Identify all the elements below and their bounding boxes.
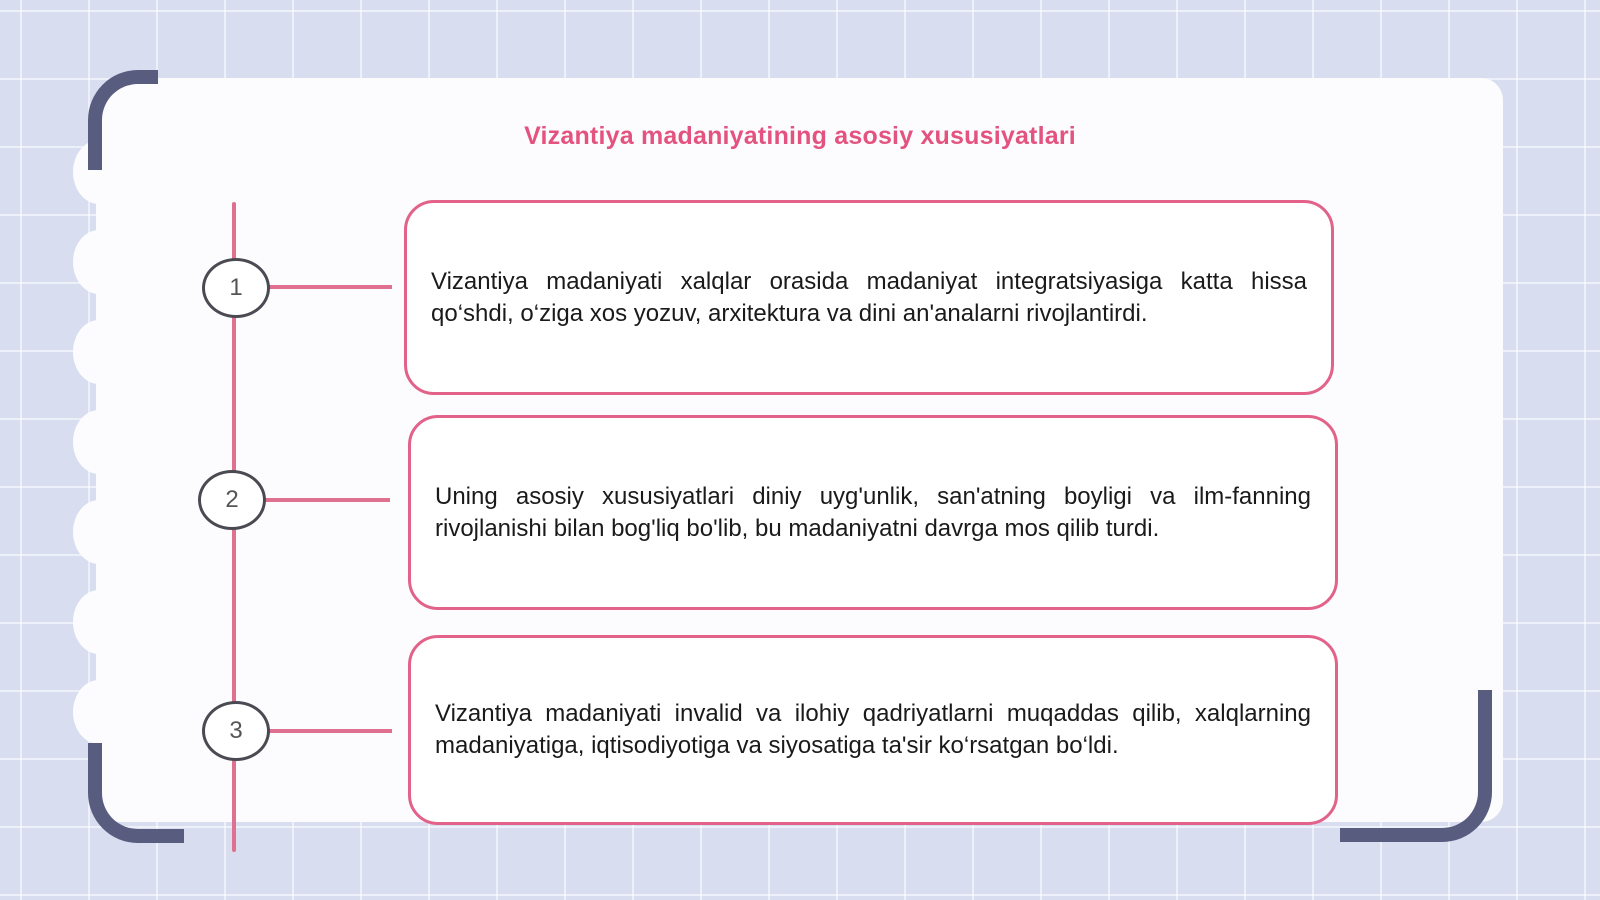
- info-box-2: [408, 415, 1338, 610]
- corner-bracket-top-left: [88, 70, 158, 170]
- slide-title: Vizantiya madaniyatining asosiy xususiyatlari: [524, 122, 1076, 150]
- notebook-hole: [73, 410, 125, 474]
- info-box-1: [404, 200, 1334, 395]
- corner-bracket-bottom-right: [1340, 690, 1492, 842]
- info-text-1: Vizantiya madaniyati xalqlar orasida madaniyat integratsiyasiga katta hissa qo‘shdi, o‘ziga xos yozuv, arxitektura va dini an'analarni rivojlantirdi.: [431, 267, 1307, 327]
- connector-line: [264, 498, 390, 502]
- notebook-hole: [73, 230, 125, 294]
- info-box-3: [408, 635, 1338, 825]
- step-number-3: 3: [202, 701, 270, 761]
- notebook-hole: [73, 320, 125, 384]
- step-number-1: 1: [202, 258, 270, 318]
- info-text-3: Vizantiya madaniyati invalid va ilohiy qadriyatlarni muqaddas qilib, xalqlarning madaniyatiga, iqtisodiyotiga va siyosatiga ta'sir ko‘rsatgan bo‘ldi.: [435, 700, 1311, 759]
- step-number-2: 2: [198, 470, 266, 530]
- info-text-2: Uning asosiy xususiyatlari diniy uyg'unlik, san'atning boyligi va ilm-fanning rivojlanishi bilan bog'liq bo'lib, bu madaniyatni davrga mos qilib turdi.: [435, 482, 1311, 542]
- connector-line: [266, 729, 392, 733]
- notebook-hole: [73, 500, 125, 564]
- corner-bracket-bottom-left: [88, 743, 184, 843]
- notebook-hole: [73, 680, 125, 744]
- connector-line: [266, 285, 392, 289]
- notebook-hole: [73, 590, 125, 654]
